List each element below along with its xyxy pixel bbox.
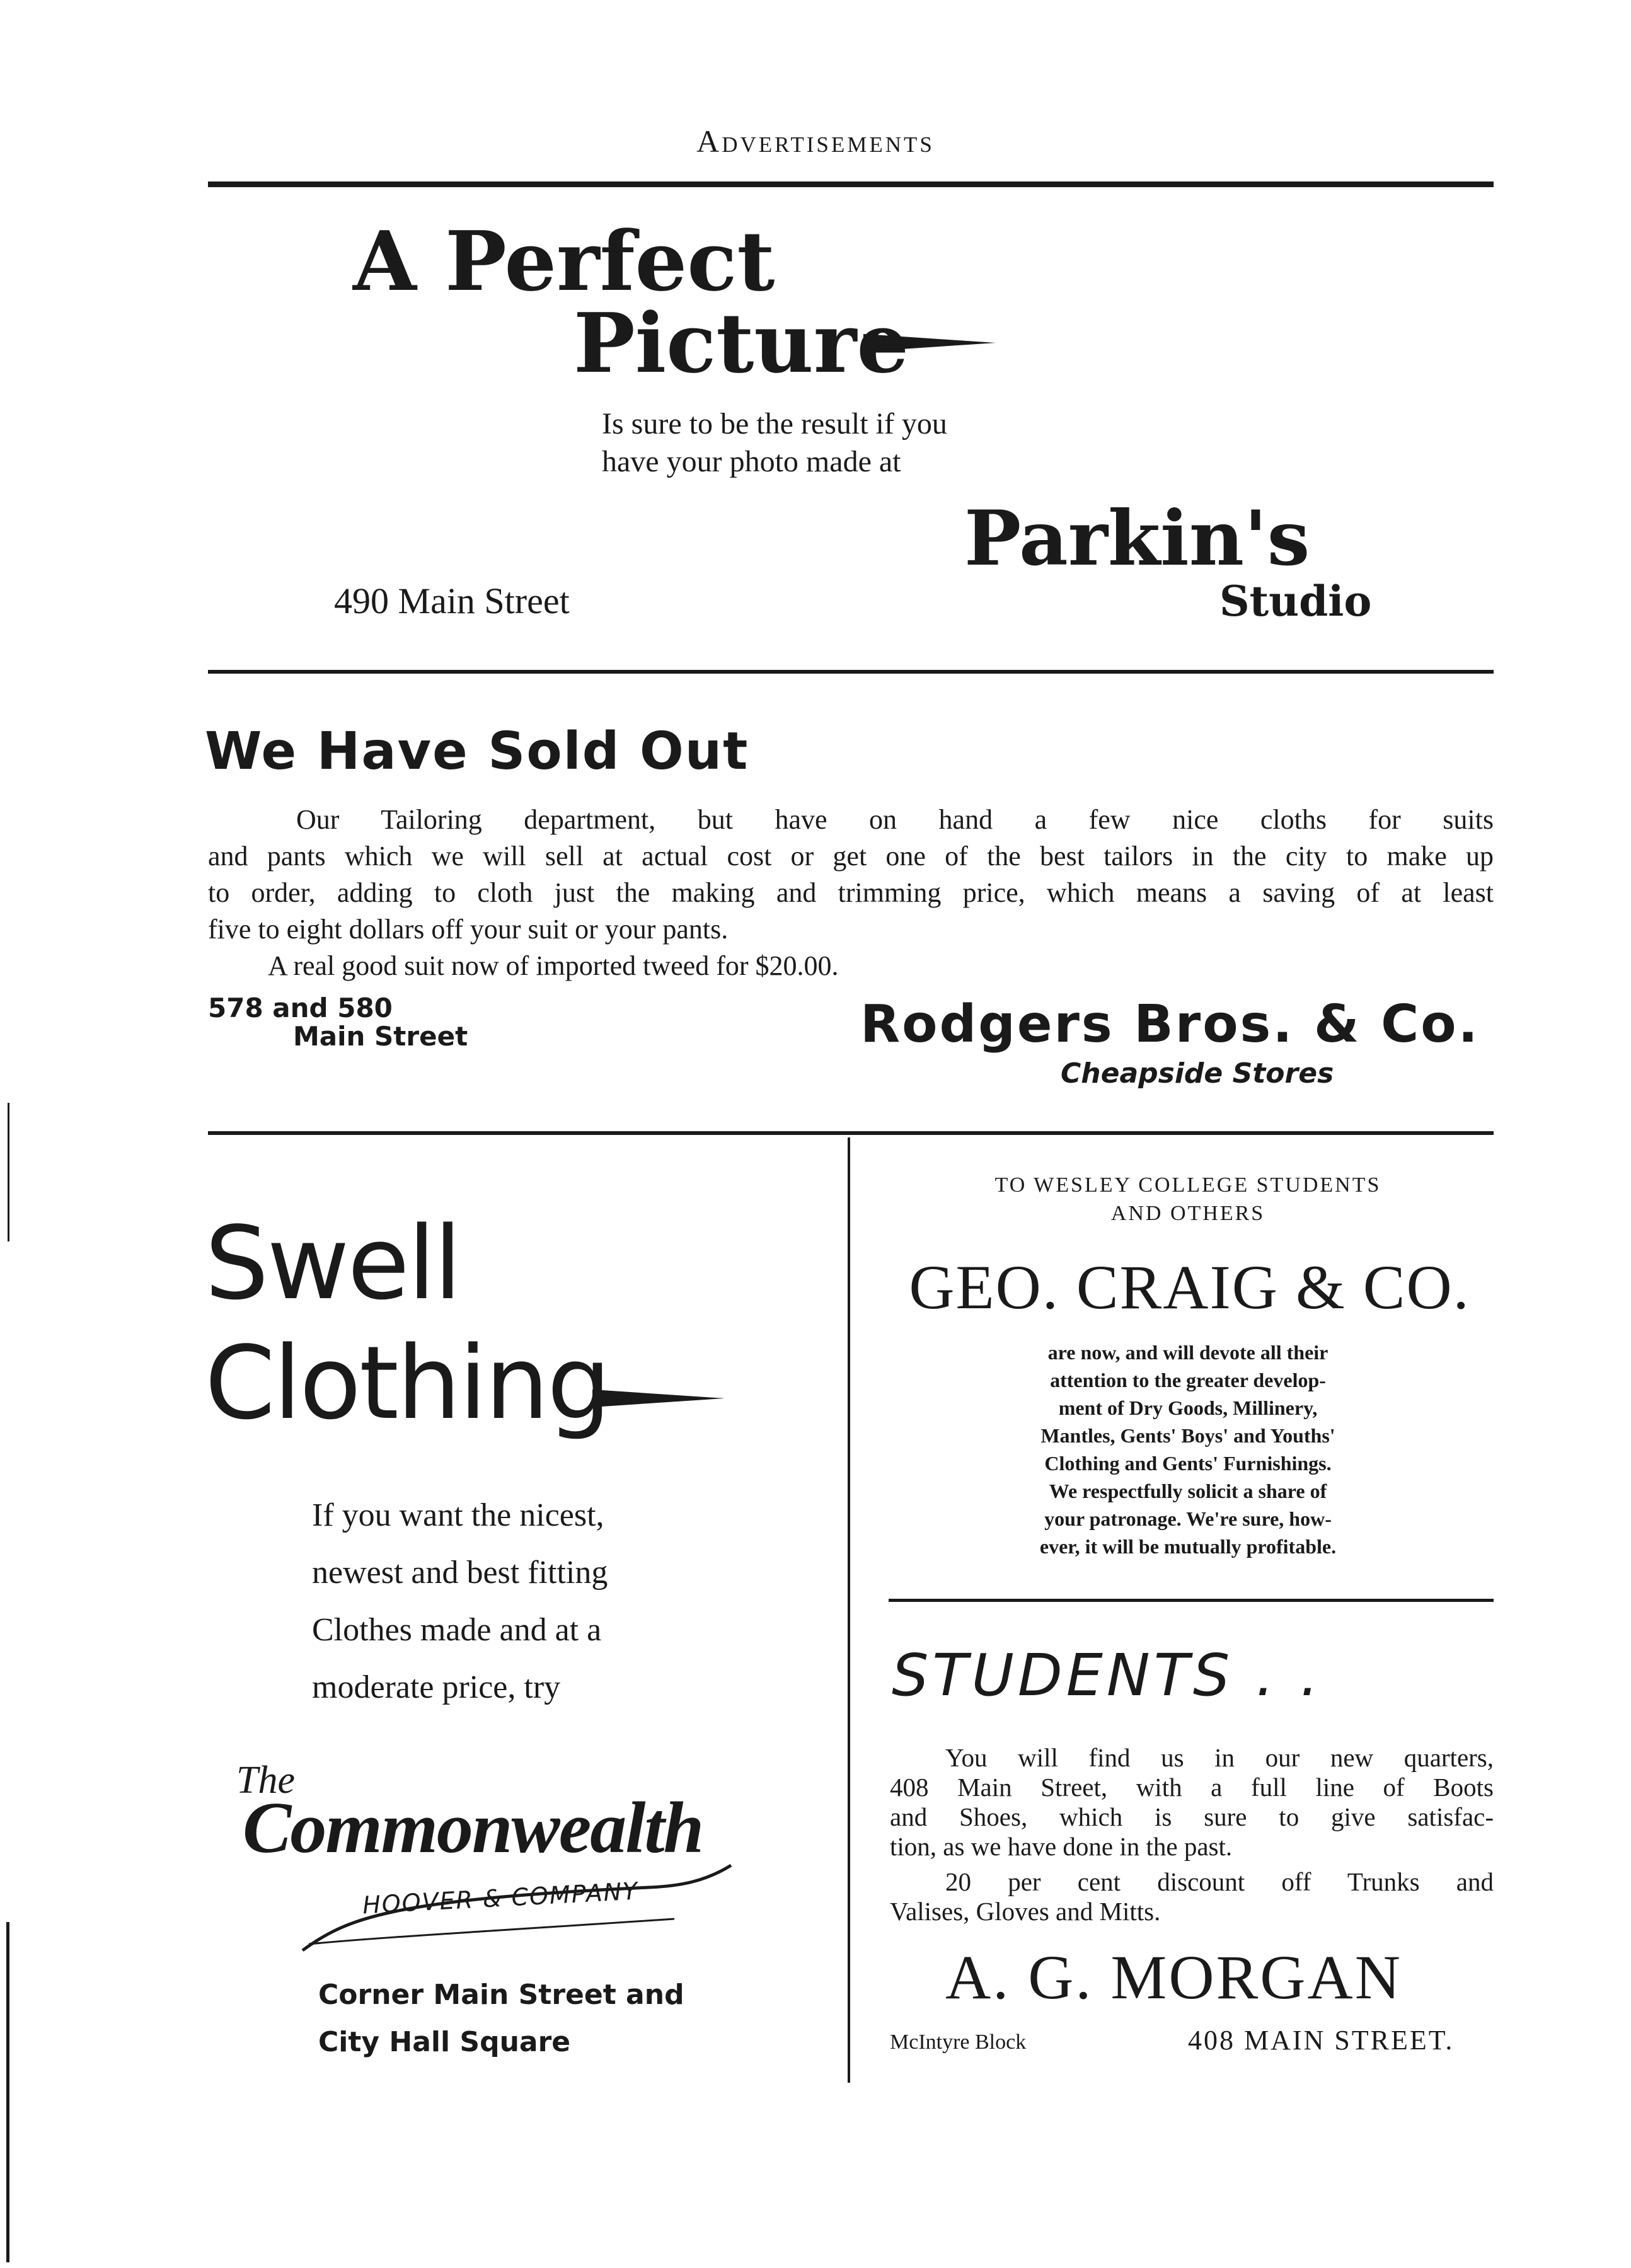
craig-intro-2: AND OTHERS	[1110, 1202, 1265, 1225]
morgan-headline: STUDENTS . .	[892, 1642, 1323, 1709]
commonwealth-body-line-1: If you want the nicest,	[312, 1497, 604, 1533]
commonwealth-headline-1: Swell	[205, 1204, 460, 1322]
parkin-body-1: Is sure to be the result if you	[602, 407, 947, 440]
parkin-headline-1: A Perfect	[353, 213, 775, 309]
logo-sub: HOOVER & COMPANY	[362, 1877, 640, 1920]
craig-body-line-8: ever, it will be mutually profitable.	[1039, 1535, 1337, 1558]
craig-intro-1: TO WESLEY COLLEGE STUDENTS	[994, 1173, 1381, 1197]
pen-flourish-icon	[592, 1390, 725, 1407]
craig-body-line-4: Mantles, Gents' Boys' and Youths'	[1040, 1424, 1335, 1447]
rodgers-headline: We Have Sold Out	[205, 722, 749, 781]
rodgers-address-2: Main Street	[293, 1021, 468, 1052]
morgan-block: McIntyre Block	[890, 2030, 1027, 2054]
logo-the: The	[236, 1759, 295, 1802]
commonwealth-body-line-4: moderate price, try	[312, 1669, 561, 1705]
rodgers-offer: A real good suit now of imported tweed for $20.00.	[268, 950, 839, 981]
logo-name: Commonwealth	[243, 1788, 703, 1868]
header-rule	[208, 181, 1494, 187]
parkin-body-2: have your photo made at	[602, 445, 901, 478]
divider-2	[208, 1131, 1494, 1135]
morgan-body-line-2: 408 Main Street, with a full line of Boots	[890, 1773, 1494, 1802]
parkin-address: 490 Main Street	[334, 580, 570, 621]
rodgers-body-line-2: and pants which we will sell at actual cost or get one of the best tailors in the city to make up	[208, 841, 1494, 872]
pen-flourish-icon	[863, 334, 996, 352]
page-header: Advertisements	[696, 124, 935, 159]
rodgers-name: Rodgers Bros. & Co.	[860, 994, 1480, 1054]
craig-body-line-5: Clothing and Gents' Furnishings.	[1044, 1452, 1332, 1475]
morgan-body-line-3: and Shoes, which is sure to give satisfac-	[890, 1802, 1494, 1831]
morgan-body-line-5: 20 per cent discount off Trunks and	[945, 1867, 1494, 1896]
craig-name: GEO. CRAIG & CO.	[909, 1252, 1470, 1322]
page-edge-mark	[8, 1103, 9, 1241]
commonwealth-address-2: City Hall Square	[318, 2026, 571, 2058]
commonwealth-headline-2: Clothing	[205, 1324, 609, 1442]
morgan-address: 408 MAIN STREET.	[1188, 2025, 1455, 2056]
morgan-name: A. G. MORGAN	[945, 1942, 1402, 2012]
commonwealth-address-1: Corner Main Street and	[318, 1979, 684, 2011]
rodgers-body-line-3: to order, adding to cloth just the making and trimming price, which means a saving of at least	[208, 877, 1494, 908]
divider-3	[889, 1599, 1494, 1602]
parkin-studio: Studio	[1219, 577, 1372, 626]
craig-body-line-2: attention to the greater develop-	[1050, 1369, 1326, 1391]
column-divider	[848, 1137, 850, 2083]
morgan-body-line-4: tion, as we have done in the past.	[890, 1832, 1233, 1861]
parkin-headline-2: Picture	[573, 295, 909, 391]
craig-body-line-6: We respectfully solicit a share of	[1049, 1480, 1327, 1502]
morgan-body-line-6: Valises, Gloves and Mitts.	[890, 1897, 1161, 1926]
craig-body-line-3: ment of Dry Goods, Millinery,	[1058, 1396, 1318, 1419]
page-edge-mark	[6, 1922, 9, 2262]
commonwealth-body-line-2: newest and best fitting	[312, 1555, 608, 1591]
rodgers-body-line-1: Our Tailoring department, but have on hand a few nice cloths for suits	[296, 804, 1494, 835]
craig-body-line-1: are now, and will devote all their	[1047, 1341, 1328, 1364]
divider-1	[208, 670, 1494, 674]
parkin-name: Parkin's	[964, 494, 1310, 583]
morgan-body-line-1: You will find us in our new quarters,	[945, 1743, 1494, 1772]
rodgers-address-1: 578 and 580	[208, 993, 393, 1023]
commonwealth-body-line-3: Clothes made and at a	[312, 1612, 602, 1648]
rodgers-subtitle: Cheapside Stores	[1061, 1057, 1334, 1090]
craig-body-line-7: your patronage. We're sure, how-	[1044, 1507, 1332, 1530]
rodgers-body-line-4: five to eight dollars off your suit or your pants.	[208, 914, 729, 945]
